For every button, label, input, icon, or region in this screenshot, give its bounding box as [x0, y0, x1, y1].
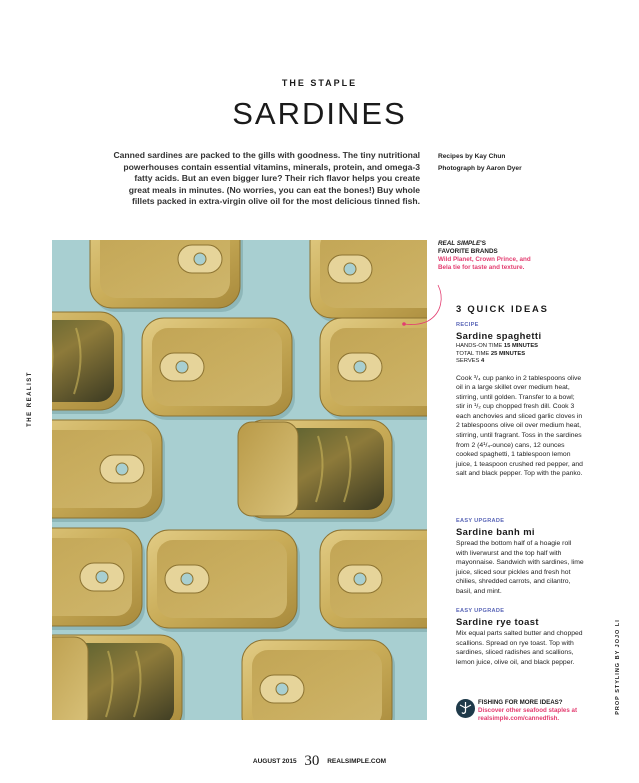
page-number: 30 — [304, 753, 320, 769]
recipe-tag: EASY UPGRADE — [456, 608, 505, 614]
fishing-link[interactable]: Discover other seafood staples at realsimple.com/cannedfish. — [478, 706, 578, 722]
sardine-tin — [52, 635, 185, 720]
recipe-name: Sardine banh mi — [456, 526, 535, 537]
credits — [438, 151, 608, 175]
brands-text: Wild Planet, Crown Prince, and Bela tie for taste and texture. — [438, 256, 531, 271]
issue-date: AUGUST 2015 — [252, 758, 297, 765]
side-label-left: THE REALIST — [27, 371, 33, 427]
favorite-brands-note: REAL SIMPLE'S FAVORITE BRANDS Wild Planet, Crown Prince, and Bela tie for taste and texture. — [438, 240, 538, 272]
recipe-meta: HANDS-ON TIME 15 MINUTES TOTAL TIME 25 MINUTES SERVES 4 — [456, 343, 539, 364]
side-label-right: PROP STYLING BY JOJO LI — [615, 619, 621, 715]
quick-ideas-heading: 3 QUICK IDEAS — [456, 303, 549, 314]
recipe-spaghetti — [456, 322, 584, 479]
recipes-credit: Recipes by Kay Chun — [438, 153, 506, 160]
recipe-name: Sardine spaghetti — [456, 330, 542, 341]
sardine-tin — [52, 528, 145, 630]
website: REALSIMPLE.COM — [327, 758, 387, 765]
sardine-tin — [320, 530, 427, 632]
brand-pointer-line — [400, 283, 460, 331]
recipe-tag: RECIPE — [456, 322, 479, 328]
fish-icon — [456, 699, 475, 718]
sardine-tin — [238, 420, 395, 522]
page-title: SARDINES — [232, 96, 407, 131]
sardine-tin — [52, 312, 125, 414]
sardine-tin — [242, 640, 395, 720]
fishing-more-ideas — [478, 699, 618, 722]
recipe-body: Cook ³/₄ cup panko in 2 tablespoons olive oil in a large skillet over medium heat, stirring, until golden. Transfer to a bowl; stir in ¹/₂ cup chopped fresh dill. Cook 3 each anchovies and sliced garlic cloves in 2 tablespoons olive oil over medium heat, stirring, until fragrant. Toss in the sardines from 2 (4¹/₄-ounce) cans, 12 ounces cooked spaghetti, 1 tablespoon lemon juice, 1 teaspoon crushed red pepper, and salt and black pepper. Top with the panko. — [456, 374, 583, 478]
brands-heading: FAVORITE BRANDS — [438, 248, 498, 255]
intro-paragraph: Canned sardines are packed to the gills with goodness. The tiny nutritional powerhouses contain essential vitamins, minerals, protein, and omega-3 fatty acids. But an even bigger lure? Their rich flavor helps you create great meals in minutes. (No worries, you can eat the bones!) Buy whole fillets packed in extra-virgin olive oil for the most delicious tinned fish. — [113, 150, 420, 207]
page-footer — [0, 753, 639, 770]
recipe-name: Sardine rye toast — [456, 616, 539, 627]
section-kicker: THE STAPLE — [281, 78, 358, 88]
fishing-title: FISHING FOR MORE IDEAS? — [478, 699, 563, 706]
recipe-body: Spread the bottom half of a hoagie roll with liverwurst and the top half with mayonnaise. Sandwich with sardines, lime juice, sliced sour pickles and fresh hot chilies, shredded carrots, and cilantro, basil, and mint. — [456, 540, 584, 595]
sardine-tin — [320, 318, 427, 420]
photo-credit: Photograph by Aaron Dyer — [438, 165, 522, 172]
sardine-tin — [90, 240, 243, 312]
recipe-body: Mix equal parts salted butter and chopped scallions. Spread on rye toast. Top with sardines, sliced radishes and scallions, lemon juice, olive oil, and black pepper. — [456, 630, 583, 666]
recipe-tag: EASY UPGRADE — [456, 518, 505, 524]
sardine-tin — [142, 318, 295, 420]
sardine-tin — [52, 420, 165, 522]
recipe-rye-toast — [456, 608, 584, 667]
brand-magazine-name: REAL SIMPLE — [438, 240, 481, 247]
sardine-tins-photo — [52, 240, 427, 720]
recipe-banh-mi — [456, 518, 584, 597]
sardine-tin — [147, 530, 300, 632]
